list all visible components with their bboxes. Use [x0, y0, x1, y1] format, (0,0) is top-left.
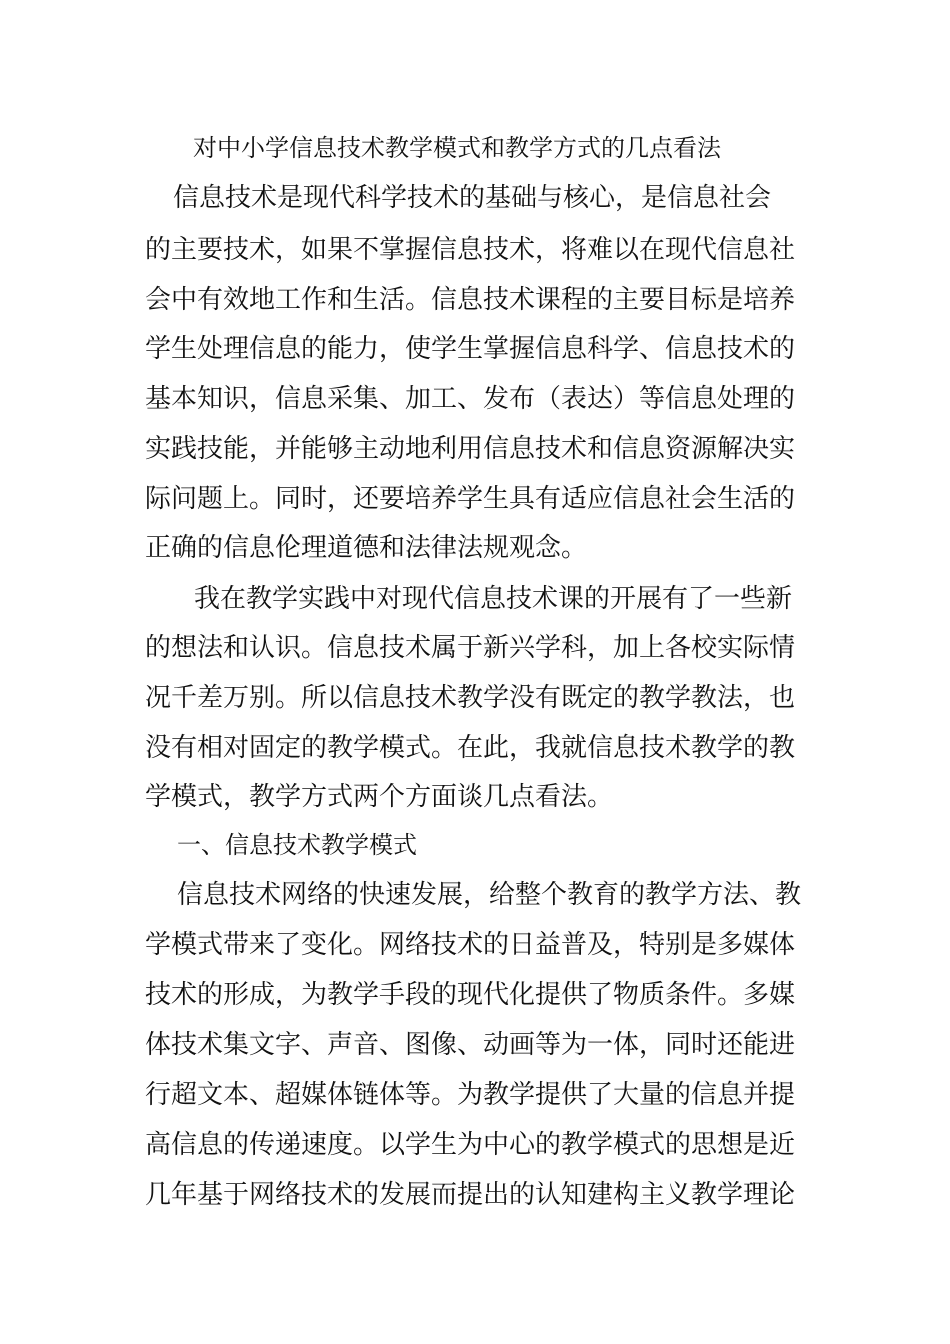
section-heading: 一、信息技术教学模式 — [177, 831, 417, 859]
paragraph-2-line-4: 没有相对固定的教学模式。在此，我就信息技术教学的教 — [145, 733, 796, 763]
paragraph-1-line-4: 学生处理信息的能力，使学生掌握信息科学、信息技术的 — [145, 334, 796, 364]
paragraph-3-line-7: 几年基于网络技术的发展而提出的认知建构主义教学理论 — [145, 1180, 796, 1210]
paragraph-3-line-1: 信息技术网络的快速发展，给整个教育的教学方法、教 — [177, 880, 802, 910]
paragraph-2-line-2: 的想法和认识。信息技术属于新兴学科，加上各校实际情 — [145, 633, 796, 663]
paragraph-3-line-6: 高信息的传递速度。以学生为中心的教学模式的思想是近 — [145, 1130, 796, 1160]
paragraph-1-line-6: 实践技能，并能够主动地利用信息技术和信息资源解决实 — [145, 434, 796, 464]
paragraph-1-line-3: 会中有效地工作和生活。信息技术课程的主要目标是培养 — [145, 285, 796, 315]
document-title: 对中小学信息技术教学模式和教学方式的几点看法 — [193, 134, 721, 162]
paragraph-1-line-1: 信息技术是现代科学技术的基础与核心，是信息社会 — [173, 183, 772, 213]
paragraph-1-line-8: 正确的信息伦理道德和法律法规观念。 — [145, 533, 588, 563]
paragraph-3-line-5: 行超文本、超媒体链体等。为教学提供了大量的信息并提 — [145, 1080, 796, 1110]
paragraph-2-line-1: 我在教学实践中对现代信息技术课的开展有了一些新 — [194, 584, 793, 614]
paragraph-2-line-5: 学模式，教学方式两个方面谈几点看法。 — [145, 782, 614, 812]
paragraph-3-line-2: 学模式带来了变化。网络技术的日益普及，特别是多媒体 — [145, 930, 796, 960]
paragraph-1-line-2: 的主要技术，如果不掌握信息技术，将难以在现代信息社 — [145, 235, 796, 265]
paragraph-2-line-3: 况千差万别。所以信息技术教学没有既定的教学教法，也 — [145, 683, 796, 713]
paragraph-3-line-3: 技术的形成，为教学手段的现代化提供了物质条件。多媒 — [145, 980, 796, 1010]
paragraph-1-line-7: 际问题上。同时，还要培养学生具有适应信息社会生活的 — [145, 484, 796, 514]
paragraph-1-line-5: 基本知识，信息采集、加工、发布（表达）等信息处理的 — [145, 384, 796, 414]
paragraph-3-line-4: 体技术集文字、声音、图像、动画等为一体，同时还能进 — [145, 1030, 796, 1060]
